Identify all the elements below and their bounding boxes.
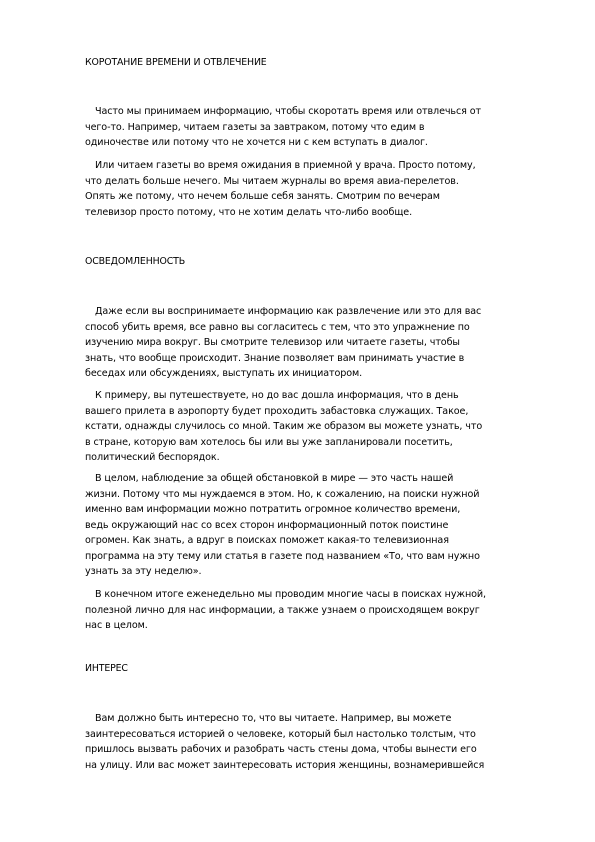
text-line: узнать за эту неделю».: [85, 566, 202, 577]
text-line: Вам должно быть интересно то, что вы читаете. Например, вы можете: [95, 713, 452, 724]
paragraph: [85, 587, 547, 634]
paragraph: [85, 104, 547, 151]
paragraph: [85, 388, 547, 466]
text-line: способ убить время, все равно вы согласитесь с тем, что это упражнение по: [85, 321, 470, 333]
text-line: Опять же потому, что нечем больше себя занять. Смотрим по вечерам: [85, 191, 440, 202]
text-line: В целом, наблюдение за общей обстановкой в мире — это часть нашей: [95, 473, 454, 484]
text-line: Или читаем газеты во время ожидания в приемной у врача. Просто потому,: [95, 160, 476, 171]
document-page: [85, 0, 547, 842]
text-line: вашего прилета в аэропорту будет проходить забастовка служащих. Такое,: [85, 405, 469, 417]
text-line: В конечном итоге еженедельно мы проводим многие часы в поисках нужной,: [95, 589, 486, 600]
text-line: ведь окружающий нас со всех сторон информационный поток поистине: [85, 519, 449, 531]
text-line: заинтересоваться историей о человеке, который был настолько толстым, что: [85, 728, 476, 740]
paragraph: [85, 711, 547, 773]
text-line: знать, что вообще происходит. Знание позволяет вам принимать участие в: [85, 352, 465, 364]
text-line: на улицу. Или вас может заинтересовать история женщины, вознамерившейся: [85, 759, 485, 771]
section-heading: ОСВЕДОМЛЕННОСТЬ: [85, 256, 185, 267]
text-line: политический беспорядок.: [85, 452, 220, 463]
text-line: кстати, однажды случилось со мной. Таким же образом вы можете узнать, что: [85, 421, 483, 432]
text-line: нас в целом.: [85, 620, 148, 631]
section-heading: КОРОТАНИЕ ВРЕМЕНИ И ОТВЛЕЧЕНИЕ: [85, 57, 267, 68]
text-line: программа на эту тему или статья в газете под названием «То, что вам нужно: [85, 550, 480, 562]
text-line: полезной лично для нас информации, а также узнаем о происходящем вокруг: [85, 604, 480, 616]
text-line: что делать больше нечего. Мы читаем журналы во время авиа-перелетов.: [85, 175, 459, 187]
text-line: жизни. Потому что мы нуждаемся в этом. Но, к сожалению, на поиски нужной: [85, 488, 480, 500]
text-line: чего-то. Например, читаем газеты за завтраком, потому что едим в: [85, 121, 425, 133]
text-line: К примеру, вы путешествуете, но до вас дошла информация, что в день: [95, 390, 459, 401]
text-line: пришлось вызвать рабочих и разобрать часть стены дома, чтобы вынести его: [85, 744, 477, 755]
text-line: именно вам информации можно потратить огромное количество времени,: [85, 504, 461, 515]
text-line: телевизор просто потому, что не хотим делать что-либо вообще.: [85, 206, 413, 218]
paragraph: [85, 158, 547, 220]
text-line: Часто мы принимаем информацию, чтобы скоротать время или отвлечься от: [95, 106, 482, 117]
section-heading: ИНТЕРЕС: [85, 663, 128, 674]
text-line: в стране, которую вам хотелось бы или вы уже запланировали посетить,: [85, 436, 453, 448]
text-line: изучению мира вокруг. Вы смотрите телевизор или читаете газеты, чтобы: [85, 337, 460, 348]
text-line: огромен. Как знать, а вдруг в поисках поможет какая-то телевизионная: [85, 535, 449, 546]
text-line: одиночестве или потому что не хочется ни с кем вступать в диалог.: [85, 137, 428, 148]
paragraph: [85, 471, 547, 580]
text-line: беседах или обсуждениях, выступать их инициатором.: [85, 368, 363, 379]
text-line: Даже если вы воспринимаете информацию как развлечение или это для вас: [95, 306, 482, 317]
paragraph: [85, 304, 547, 382]
